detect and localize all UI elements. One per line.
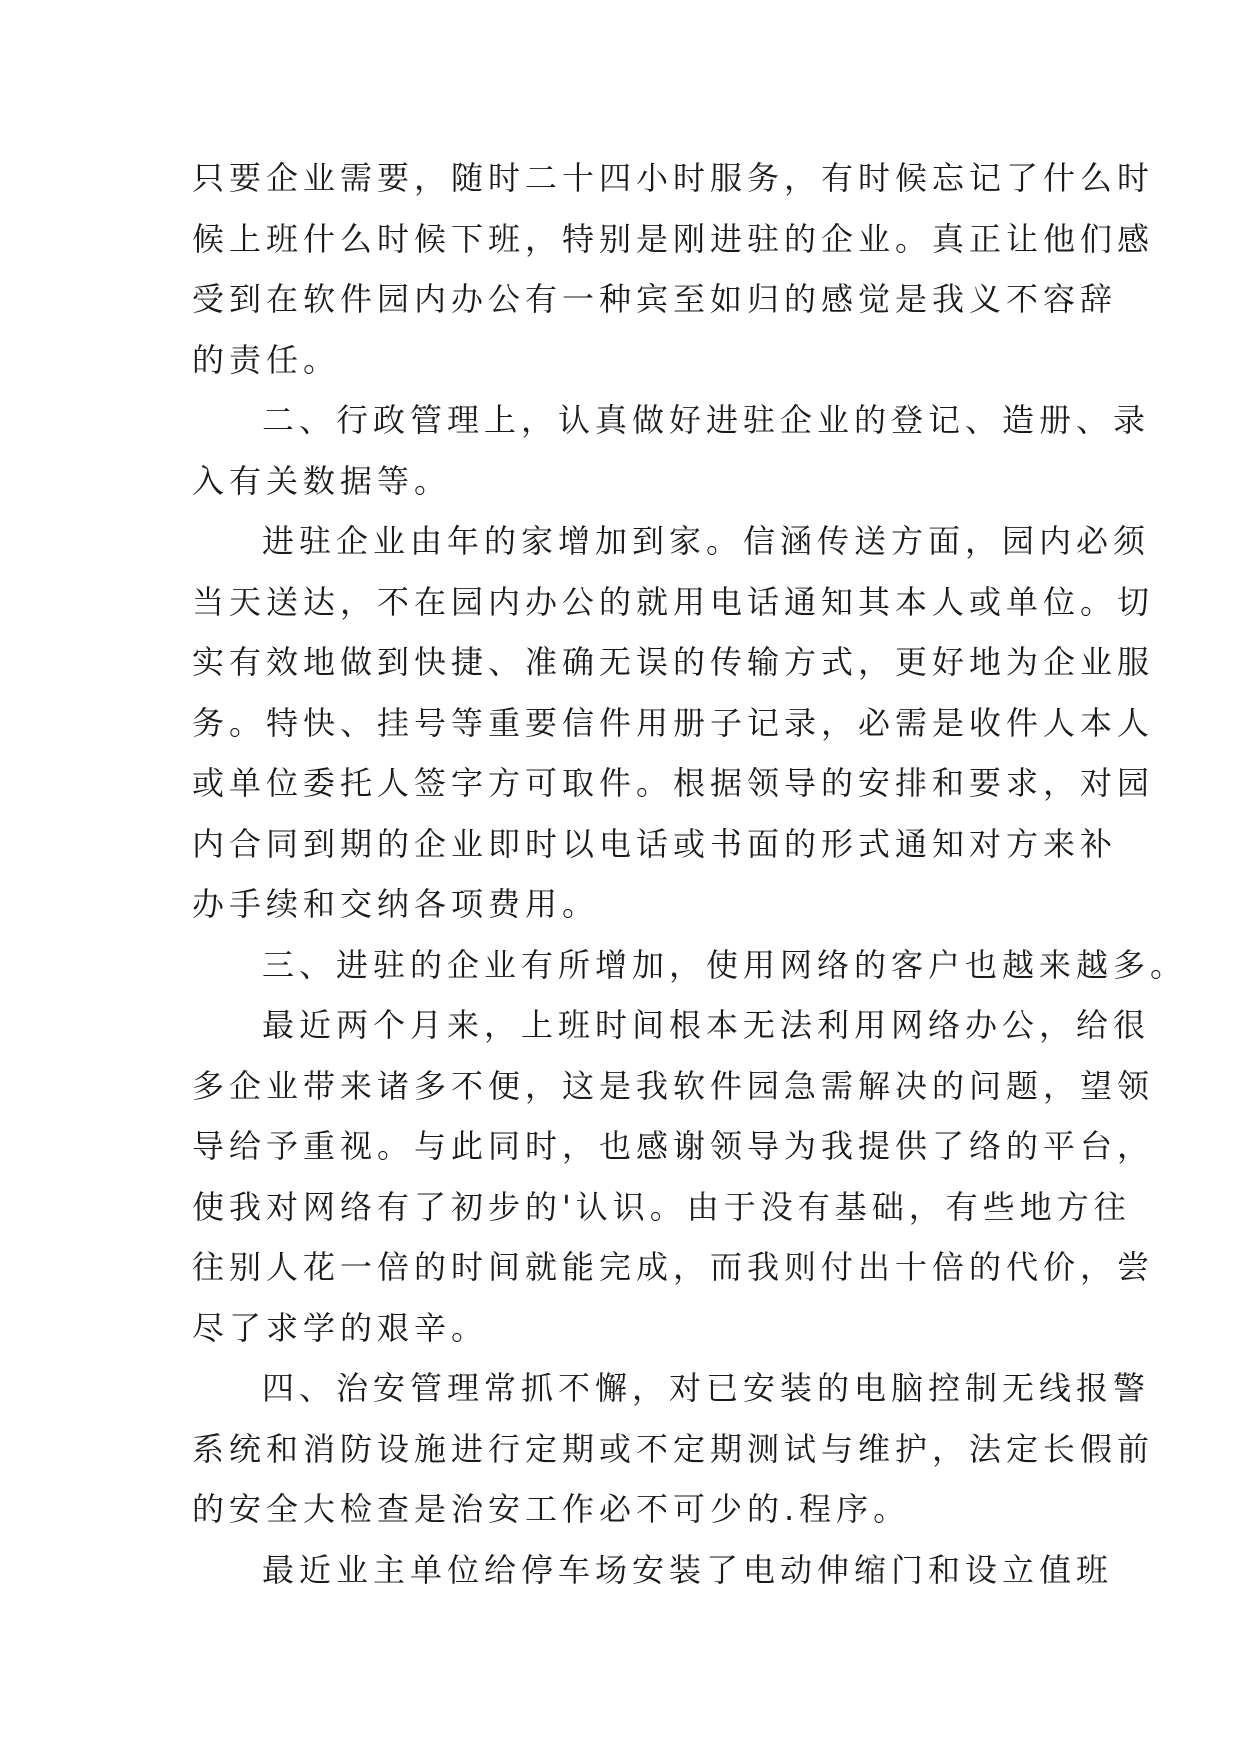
- text-line: 的安全大检查是治安工作必不可少的.程序。: [192, 1490, 911, 1528]
- text-line: 入有关数据等。: [192, 461, 452, 500]
- text-line: 受到在软件园内办公有一种宾至如归的感觉是我义不容辞: [192, 280, 1118, 318]
- text-line: 进驻企业由年的家增加到家。信涵传送方面，园内必须: [262, 522, 1151, 560]
- text-line: 二、行政管理上，认真做好进驻企业的登记、造册、录: [262, 401, 1151, 439]
- text-line: 内合同到期的企业即时以电话或书面的形式通知对方来补: [192, 824, 1118, 863]
- text-line: 实有效地做到快捷、准确无误的传输方式，更好地为企业服: [192, 643, 1155, 681]
- text-line: 四、治安管理常抓不懈，对已安装的电脑控制无线报警: [262, 1369, 1151, 1407]
- text-line: 务。特快、挂号等重要信件用册子记录，必需是收件人本人: [192, 703, 1155, 742]
- text-line: 系统和消防设施进行定期或不定期测试与维护，法定长假前: [192, 1429, 1155, 1468]
- text-line: 往别人花一倍的时间就能完成，而我则付出十倍的代价，尝: [192, 1248, 1155, 1286]
- text-line: 尽了求学的艰辛。: [192, 1308, 489, 1347]
- text-line: 导给予重视。与此同时，也感谢领导为我提供了络的平台，: [192, 1127, 1155, 1165]
- text-line: 当天送达，不在园内办公的就用电话通知其本人或单位。切: [192, 582, 1155, 621]
- text-line: 候上班什么时候下班，特别是刚进驻的企业。真正让他们感: [192, 219, 1155, 258]
- text-line: 最近业主单位给停车场安装了电动伸缩门和设立值班: [262, 1550, 1114, 1589]
- text-line: 使我对网络有了初步的'认识。由于没有基础，有些地方往: [192, 1187, 1131, 1226]
- text-line: 最近两个月来，上班时间根本无法利用网络办公，给很: [262, 1006, 1151, 1044]
- document-body: [192, 148, 1188, 1600]
- text-line: 只要企业需要，随时二十四小时服务，有时候忘记了什么时: [192, 159, 1155, 197]
- text-line: 多企业带来诸多不便，这是我软件园急需解决的问题，望领: [192, 1066, 1155, 1105]
- text-line: 或单位委托人签字方可取件。根据领导的安排和要求，对园: [192, 764, 1155, 802]
- text-line: 办手续和交纳各项费用。: [192, 885, 600, 923]
- text-line: 的责任。: [192, 340, 341, 379]
- text-line: 三、进驻的企业有所增加，使用网络的客户也越来越多。: [262, 945, 1188, 984]
